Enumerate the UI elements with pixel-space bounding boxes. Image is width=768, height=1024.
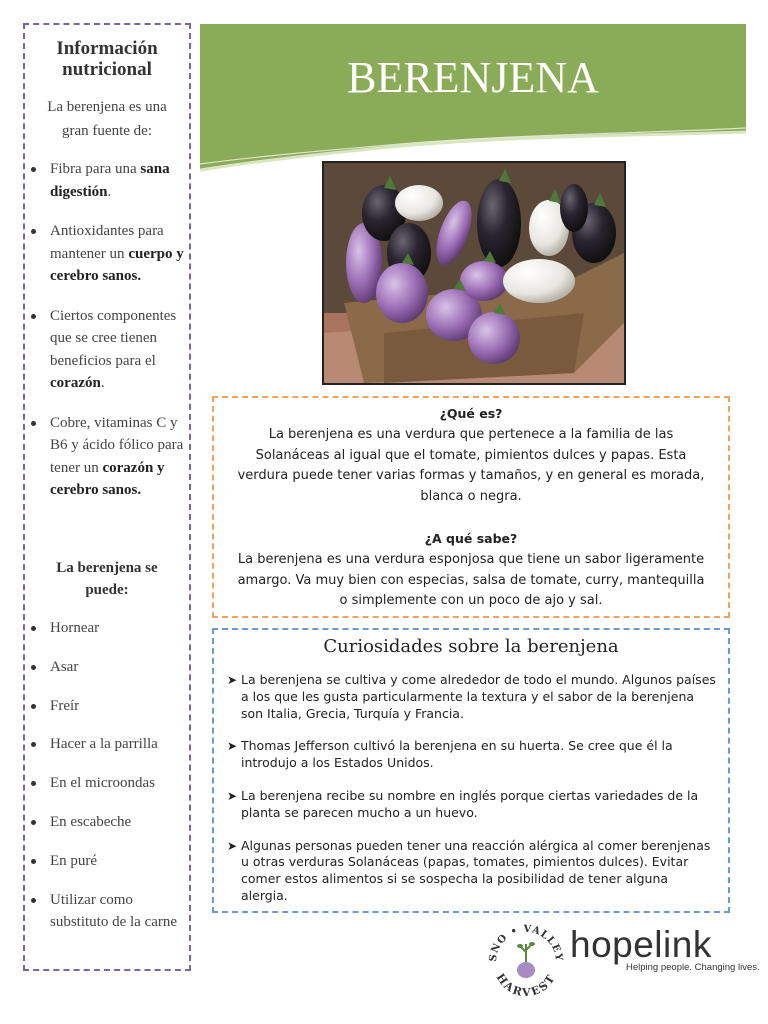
list-item: Hornear [25,617,189,640]
list-item [25,305,189,395]
list-item: Asar [25,656,189,679]
benefit-bold: sana digestión [50,161,170,200]
svg-text:SNO • VALLEY: SNO • VALLEY [487,923,565,963]
sidebar-title [25,38,189,80]
benefit-text: Cobre, vitaminas C y B6 y ácido fólico para tener un [50,414,184,476]
nutrition-sidebar [23,23,191,971]
curiosity-text: La berenjena se cultiva y come alrededor de todo el mundo. Algunos países a los que les gusta particularmente la textura y el sabor de la berenjena son Italia, Grecia, Turquía y Francia. [241,672,716,721]
page-title: BERENJENA [347,53,599,102]
curiosity-text: Algunas personas pueden tener una reacción alérgica al comer berenjenas u otras verduras Solanáceas (papas, tomates, pimientos dulces). Evitar comer estos alimentos si se sospecha la posibilidad de tener alguna alergia. [241,837,711,903]
benefit-post: . [100,375,105,391]
list-item [227,838,716,905]
answer-what: La berenjena es una verdura que pertenece a la familia de las Solanáceas al igual que el tomate, pimientos dulces y papas. Esta verdura puede tener varias formas y tamaños, y en general es morada, blanca o negra. [237,426,705,505]
list-item [227,788,716,822]
svg-text:HARVEST: HARVEST [493,971,559,997]
benefit-text: Fibra para una [50,161,141,177]
what-is-it-box [212,396,730,618]
hopelink-logo [568,924,760,984]
eggplant-image [324,163,624,383]
question-taste: ¿A qué sabe? [424,530,518,546]
list-item: En el microondas [25,772,189,795]
answer-taste: La berenjena es una verdura esponjosa que tiene un sabor ligeramente amargo. Va muy bien con especias, salsa de tomate, curry, mantequilla o simplemente con un poco de ajo y sal. [237,551,705,609]
list-item [25,158,189,203]
sidebar-title-line2: nutricional [62,59,152,80]
curiosity-text: Thomas Jefferson cultivó la berenjena en su huerta. Se cree que él la introdujo a los Estados Unidos. [241,738,673,771]
benefit-bold: corazón [50,375,101,391]
list-item [25,412,189,502]
arrow-icon: ➤ [227,838,238,853]
benefit-post: . [107,183,112,200]
curiosities-list [227,672,716,921]
list-item: En escabeche [25,811,189,834]
sno-valley-harvest-logo-mark [486,922,566,997]
benefit-text: Ciertos componentes que se cree tienen beneficios para el [50,307,177,369]
sidebar-title-line1: Información [56,38,158,59]
sidebar-intro: La berenjena es una gran fuente de: [47,99,167,139]
list-item: Utilizar como substituto de la carne [25,889,189,934]
curiosities-title: Curiosidades sobre la berenjena [323,636,619,657]
list-item [227,672,716,722]
eggplant-photo [322,161,626,385]
hopelink-tagline: Helping people. Changing lives. [626,962,760,973]
sidebar-subtitle: La berenjena se puede: [56,560,158,598]
title-banner [200,24,746,174]
list-item: Hacer a la parrilla [25,733,189,756]
arrow-icon: ➤ [227,673,238,687]
list-item [227,738,716,772]
list-item: Freír [25,695,189,718]
arrow-icon: ➤ [227,739,238,754]
sno-valley-harvest-logo [486,922,566,997]
list-item [25,220,189,288]
list-item: En puré [25,850,189,873]
benefit-text: Antioxidantes para mantener un [50,223,164,262]
curiosity-text: La berenjena recibe su nombre en inglés porque ciertas variedades de la planta se parecen mucho a un huevo. [241,787,699,820]
benefits-list [25,158,189,502]
arrow-icon: ➤ [227,788,238,803]
hopelink-wordmark: hopelink [570,924,712,965]
benefit-bold: cuerpo y cerebro sanos. [50,245,184,284]
question-what: ¿Qué es? [439,406,503,421]
curiosities-box [212,628,730,913]
methods-list [25,617,189,934]
benefit-bold: corazón y cerebro sanos. [50,459,165,498]
